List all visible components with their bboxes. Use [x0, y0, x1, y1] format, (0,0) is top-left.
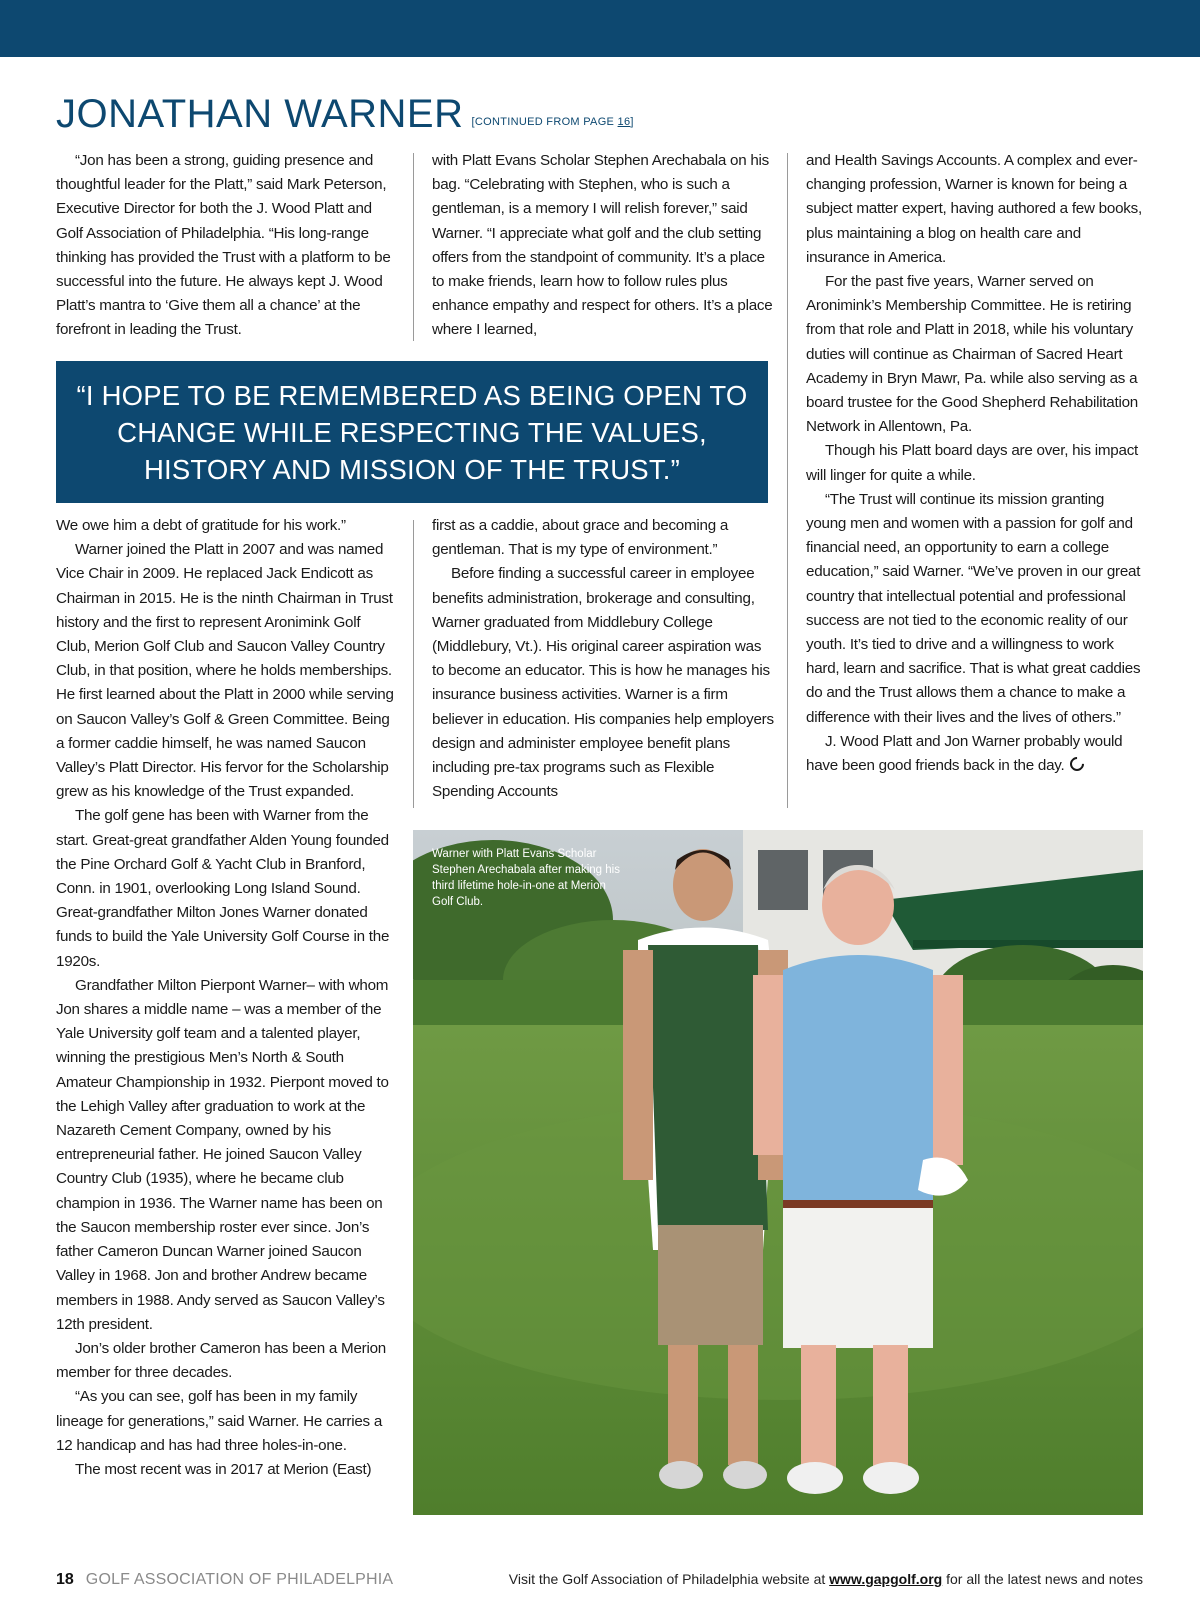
continued-suffix: ]: [630, 116, 634, 128]
paragraph: “The Trust will continue its mission granting young men and women with a passion for golf and financial need, an opportunity to earn a college education,” said Warner. “We’ve proven in our great country that intellectual potential and professional success are not tied to the economic reality of our youth. It’s tied to drive and a willingness to work hard, learn and sacrifice. That is what great caddies do and the Trust allows them a chance to make a difference with their lives and the lives of others.”: [806, 490, 1141, 726]
column-2-top: [432, 149, 774, 343]
paragraph: and Health Savings Accounts. A complex and ever-changing profession, Warner is known for being a subject matter expert, having authored a few books, plus maintaining a blog on health care and insurance in America.: [806, 152, 1142, 266]
organization-name: GOLF ASSOCIATION OF PHILADELPHIA: [85, 1571, 394, 1588]
photo-caption: Warner with Platt Evans Scholar Stephen Arechabala after making his third lifetime hole-in-one at Merion Golf Club.: [432, 848, 620, 908]
column-3: [806, 149, 1144, 778]
paragraph: “As you can see, golf has been in my family lineage for generations,” said Warner. He carries a 12 handicap and has had three holes-in-one.: [56, 1388, 383, 1454]
paragraph: “Jon has been a strong, guiding presence and thoughtful leader for the Platt,” said Mark Peterson, Executive Director for both the J. Wood Platt and Golf Association of Philadelphia. “His long-range thinking has provided the Trust with a platform to be successful into the future. He always kept J. Wood Platt’s mantra to ‘Give them all a chance’ at the forefront in leading the Trust.: [56, 152, 391, 339]
paragraph: [806, 730, 1144, 778]
continued-note: [472, 116, 634, 128]
website-link[interactable]: www.gapgolf.org: [829, 1571, 943, 1587]
visit-text: Visit the Golf Association of Philadelphia website at: [508, 1571, 830, 1587]
golfers-photo-illustration: [413, 830, 1143, 1515]
closing-sentence: J. Wood Platt and Jon Warner probably would have been good friends back in the day.: [806, 732, 1123, 775]
paragraph: first as a caddie, about grace and becoming a gentleman. That is my type of environment.”: [432, 517, 729, 559]
paragraph: The most recent was in 2017 at Merion (East): [75, 1460, 372, 1478]
title-text: JONATHAN WARNER: [56, 92, 464, 136]
paragraph: Grandfather Milton Pierpont Warner– with whom Jon shares a middle name – was a member of the Yale University golf team and a talented player, winning the prestigious Men’s North & South Amateur Championship in 1932. Pierpont moved to the Lehigh Valley after graduation to work at the Nazareth Cement Company, owned by his entrepreneurial father. He joined Saucon Valley Country Club (1935), where he became club champion in 1936. The Warner name has been on the Saucon membership roster ever since. Jon’s father Cameron Duncan Warner joined Saucon Valley in 1968. Jon and brother Andrew became members in 1988. Andy served as Saucon Valley’s 12th president.: [56, 976, 389, 1333]
continued-prefix: [CONTINUED FROM PAGE: [471, 116, 618, 128]
paragraph: with Platt Evans Scholar Stephen Arechabala on his bag. “Celebrating with Stephen, who is such a gentleman, is a memory I will relish forever,” said Warner. “I appreciate what golf and the club setting offers from the standpoint of community. It’s a place to make friends, learn how to follow rules plus enhance empathy and respect for others. It’s a place where I learned,: [432, 152, 773, 339]
column-2-bottom: [432, 514, 774, 804]
paragraph: Jon’s older brother Cameron has been a Merion member for three decades.: [56, 1339, 386, 1382]
paragraph: Though his Platt board days are over, his impact will linger for quite a while.: [806, 442, 1139, 484]
top-banner-bar: [0, 0, 1200, 57]
paragraph: We owe him a debt of gratitude for his work.”: [56, 517, 346, 534]
column-1-top: [56, 149, 396, 343]
column-divider: [413, 520, 414, 808]
article-photo: [413, 830, 1143, 1515]
pull-quote: “I HOPE TO BE REMEMBERED AS BEING OPEN TO CHANGE WHILE RESPECTING THE VALUES, HISTORY AND MISSION OF THE TRUST.”: [56, 361, 768, 503]
article-title: [56, 92, 634, 137]
paragraph: The golf gene has been with Warner from the start. Great-great grandfather Alden Young founded the Pine Orchard Golf & Yacht Club in Branford, Conn. in 1901, overlooking Long Island Sound. Great-grandfather Milton Jones Warner donated funds to build the Yale University Golf Course in the 1920s.: [56, 807, 390, 970]
column-divider: [787, 153, 788, 808]
continued-page-link[interactable]: 16: [617, 116, 631, 128]
column-divider: [413, 153, 414, 341]
paragraph: Before finding a successful career in employee benefits administration, brokerage and consulting, Warner graduated from Middlebury College (Middlebury, Vt.). His original career aspiration was to become an educator. This is how he manages his insurance business activities. Warner is a firm believer in education. His companies help employers design and administer employee benefit plans including pre-tax programs such as Flexible Spending Accounts: [432, 565, 774, 801]
footer-right: [509, 1571, 1143, 1587]
end-of-article-icon: [1068, 754, 1088, 774]
column-1-bottom: [56, 514, 396, 1482]
footer-left: [56, 1571, 393, 1589]
paragraph: For the past five years, Warner served on Aronimink’s Membership Committee. He is retiring from that role and Platt in 2018, while his voluntary duties will continue as Chairman of Sacred Heart Academy in Bryn Mawr, Pa. while also serving as a board trustee for the Good Shepherd Rehabilitation Network in Allentown, Pa.: [806, 273, 1138, 436]
paragraph: Warner joined the Platt in 2007 and was named Vice Chair in 2009. He replaced Jack Endicott as Chairman in 2015. He is the ninth Chairman in Trust history and the first to represent Aronimink Golf Club, Merion Golf Club and Saucon Valley Country Club, in that position, where he holds memberships. He first learned about the Platt in 2000 while serving on Saucon Valley’s Golf & Green Committee. Being a former caddie himself, he was named Saucon Valley’s Platt Director. His fervor for the Scholarship grew as his knowledge of the Trust expanded.: [56, 541, 394, 801]
page-number: 18: [56, 1571, 74, 1588]
visit-suffix: for all the latest news and notes: [942, 1571, 1143, 1587]
